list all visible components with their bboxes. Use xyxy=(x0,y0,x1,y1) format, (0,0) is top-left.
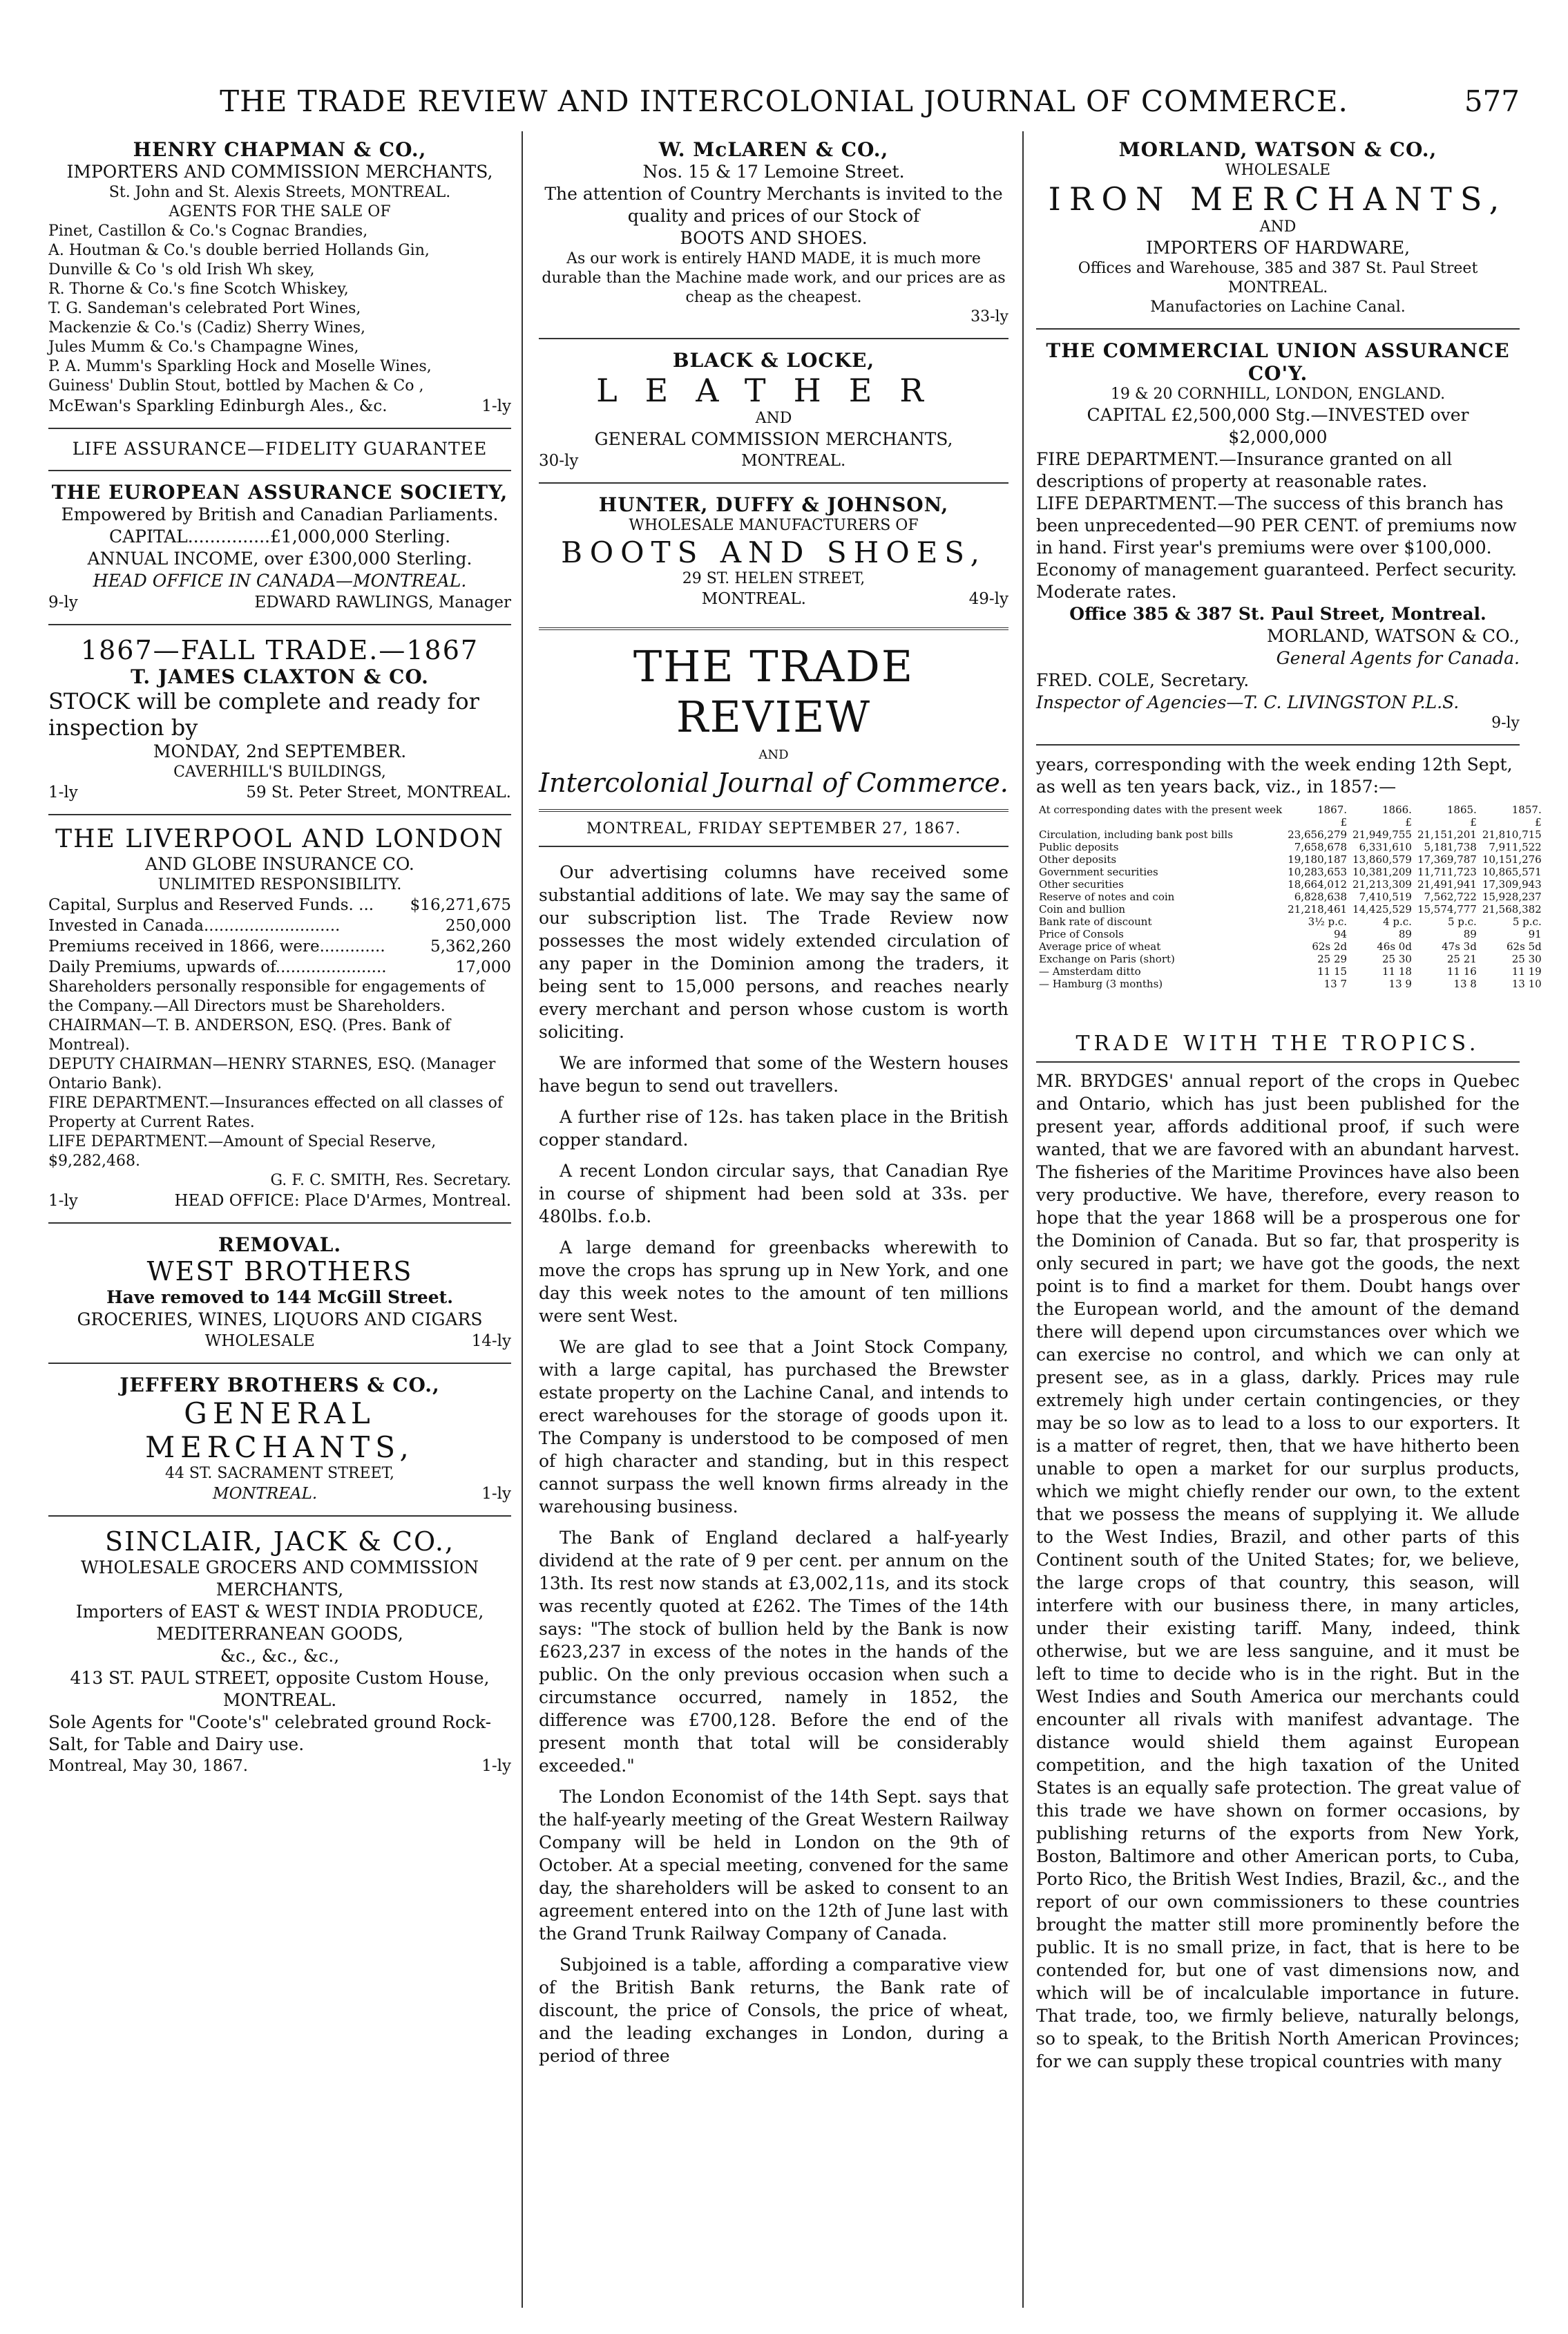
table-cell: 11 15 xyxy=(1317,965,1348,978)
paragraph: Our advertising columns have received some substantial additions of late. We may say the same of our subscription list. The Trade Review now possesses the most widely extended circulation of any paper in the Dominion among the traders, it being sent to 15,000 persons, and reaches nearly every merchant and person whose custom is worth soliciting. xyxy=(539,862,1008,1042)
ad-line: WHOLESALE xyxy=(204,1332,315,1350)
address: 59 St. Peter Street, MONTREAL. xyxy=(246,784,511,801)
ad-removal xyxy=(48,1224,511,1364)
ad-code: 49-ly xyxy=(968,590,1008,608)
table-row xyxy=(1036,940,1545,953)
ad-line: CAPITAL £2,500,000 Stg.—INVESTED over $2,000,000 xyxy=(1087,405,1469,447)
ad-title: WEST BROTHERS xyxy=(146,1256,413,1287)
city: MONTREAL. xyxy=(741,452,846,470)
city: MONTREAL. xyxy=(701,590,806,608)
city: MONTREAL. xyxy=(222,1690,337,1710)
table-cell: £ xyxy=(1470,816,1477,828)
column-left xyxy=(48,138,511,2308)
table-cell: 21,213,309 xyxy=(1352,878,1412,891)
ad-title: THE LIVERPOOL AND LONDON xyxy=(55,825,504,853)
city: MONTREAL. xyxy=(1227,279,1328,296)
table-cell: 21,218,461 xyxy=(1288,903,1348,915)
masthead-and: AND xyxy=(758,748,789,762)
table-cell: 11 18 xyxy=(1381,965,1412,978)
table-cell: 5,181,738 xyxy=(1424,841,1477,853)
ad-line: WHOLESALE GROCERS AND COMMISSION MERCHANTS, xyxy=(80,1557,479,1600)
list-item: Dunville & Co 's old Irish Wh skey, xyxy=(48,261,315,278)
ad-line: CAVERHILL'S BUILDINGS, xyxy=(173,763,386,781)
row-label: Capital, Surplus and Reserved Funds. ... xyxy=(48,896,374,914)
city: MONTREAL. xyxy=(213,1485,318,1503)
table-cell: 10,283,653 xyxy=(1288,866,1348,878)
ad-code: 1-ly xyxy=(48,1192,78,1210)
page-header xyxy=(48,84,1520,126)
ad-line: MONDAY, 2nd SEPTEMBER. xyxy=(153,741,407,761)
ad-jeffery xyxy=(48,1364,511,1517)
bank-returns xyxy=(1036,746,1542,990)
ad-code: 9-ly xyxy=(48,594,78,611)
table-header: At corresponding dates with the present week xyxy=(1039,804,1283,816)
table-cell: Coin and bullion xyxy=(1039,903,1126,915)
row-value: 5,362,260 xyxy=(430,938,511,956)
ad-line: St. John and St. Alexis Streets, MONTREAL. xyxy=(108,184,451,201)
table-cell: £ xyxy=(1340,816,1348,828)
table-cell: 94 xyxy=(1333,928,1348,940)
ad-european xyxy=(48,471,511,625)
table-cell: Other deposits xyxy=(1039,853,1117,866)
table-cell: 4 p.c. xyxy=(1383,915,1412,928)
ad-line: BOOTS AND SHOES. xyxy=(680,228,868,248)
table-cell: 11 19 xyxy=(1511,965,1542,978)
row-label: Daily Premiums, upwards of...................... xyxy=(48,958,387,976)
table-cell: 21,568,382 xyxy=(1482,903,1542,915)
ad-code: 30-ly xyxy=(539,452,579,470)
ad-line: GROCERIES, WINES, LIQUORS AND CIGARS xyxy=(77,1309,483,1329)
table-cell: 6,331,610 xyxy=(1359,841,1412,853)
ad-code: 1-ly xyxy=(481,397,511,415)
table-cell: 13 8 xyxy=(1453,978,1477,990)
table-cell: 7,562,722 xyxy=(1424,891,1477,903)
ad-line: DEPUTY CHAIRMAN—HENRY STARNES, ESQ. (Manager Ontario Bank). xyxy=(48,1056,496,1092)
ad-line: FIRE DEPARTMENT.—Insurance granted on all descriptions of property at reasonable rates. xyxy=(1036,449,1453,491)
ad-line: Manufactories on Lachine Canal. xyxy=(1150,298,1406,316)
ad-line: LIFE DEPARTMENT.—The success of this branch has been unprecedented—90 PER CENT. of premiums now in hand. First year's premiums were over $100,000. Economy of management guaranteed. Perfect security. Moderate rates. xyxy=(1036,493,1517,602)
ad-title: MORLAND, WATSON & CO., xyxy=(1118,138,1437,161)
table-cell: 17,369,787 xyxy=(1417,853,1477,866)
ad-fall-trade xyxy=(48,625,511,815)
table-cell: 15,574,777 xyxy=(1417,903,1477,915)
paragraph: The Bank of England declared a half-yearly dividend at the rate of 9 per cent. per annum on the 13th. Its rest now stands at £3,002,11s, and its stock was recently quoted at £262. The Times of the 14th says: "The stock of bullion held by the Bank is now £623,237 in excess of the notes in the hands of the public. On the only previous occasion when such a circumstance occurred, namely in 1852, the difference was £700,128. Before the end of the present month that total will be considerably exceeded." xyxy=(539,1528,1008,1776)
table-cell: 5 p.c. xyxy=(1512,915,1542,928)
address: 29 ST. HELEN STREET, xyxy=(682,570,866,587)
ad-liverpool xyxy=(48,815,511,1224)
table-cell: 21,151,201 xyxy=(1417,828,1477,841)
table-cell: Other securities xyxy=(1039,878,1124,891)
ad-line: Empowered by British and Canadian Parliaments. xyxy=(61,504,499,524)
table-row xyxy=(1036,978,1545,990)
ad-line: UNLIMITED RESPONSIBILITY. xyxy=(157,876,402,893)
table-row xyxy=(1036,866,1545,878)
ad-line: Inspector of Agencies—T. C. LIVINGSTON P.L.S. xyxy=(1036,692,1460,712)
dateline: MONTREAL, FRIDAY SEPTEMBER 27, 1867. xyxy=(539,812,1008,847)
ad-code: 14-ly xyxy=(471,1332,511,1350)
ad-line: FRED. COLE, Secretary. xyxy=(1036,670,1250,690)
table-row xyxy=(1036,903,1545,915)
table-cell: 10,865,571 xyxy=(1482,866,1542,878)
table-cell: — Amsterdam ditto xyxy=(1039,965,1141,978)
table-cell: 7,658,678 xyxy=(1294,841,1348,853)
table-cell: 7,911,522 xyxy=(1489,841,1542,853)
table-cell: 6,828,638 xyxy=(1294,891,1348,903)
table-units-row xyxy=(1036,816,1545,828)
ad-line: LIFE DEPARTMENT.—Amount of Special Reserve, $9,282,468. xyxy=(48,1133,437,1170)
table-cell: 11,711,723 xyxy=(1417,866,1477,878)
row-value: 250,000 xyxy=(445,917,511,935)
table-cell: — Hamburg (3 months) xyxy=(1039,978,1163,990)
table-cell: Price of Consols xyxy=(1039,928,1124,940)
section-heading-life xyxy=(48,429,511,471)
address: 19 & 20 CORNHILL, LONDON, ENGLAND. xyxy=(1110,386,1446,403)
table-cell: 62s 5d xyxy=(1507,940,1542,953)
ad-line: Have removed to 144 McGill Street. xyxy=(106,1287,453,1307)
table-cell: 21,491,941 xyxy=(1417,878,1477,891)
ad-line: HEAD OFFICE IN CANADA—MONTREAL. xyxy=(93,571,467,591)
ad-line: AND GLOBE INSURANCE CO. xyxy=(145,854,414,874)
table-row xyxy=(1036,891,1545,903)
ad-line: As our work is entirely HAND MADE, it is much more durable than the Machine made work, and our prices are as cheap as the cheapest. xyxy=(542,250,1006,306)
list-item: R. Thorne & Co.'s fine Scotch Whiskey, xyxy=(48,281,349,298)
address: Nos. 15 & 17 Lemoine Street. xyxy=(642,162,905,182)
ad-line: STOCK will be complete and ready for inspection by xyxy=(48,688,479,741)
bank-returns-table xyxy=(1036,804,1545,990)
paragraph: years, corresponding with the week ending 12th Sept, as well as ten years back, viz., in 1857:— xyxy=(1036,755,1513,797)
ad-title: LEATHER xyxy=(596,372,951,409)
paragraph: A recent London circular says, that Canadian Rye in course of shipment had been sold at 33s. per 480lbs. f.o.b. xyxy=(539,1161,1008,1226)
ad-title: W. McLAREN & CO., xyxy=(658,138,889,161)
masthead xyxy=(539,627,1008,812)
ad-sinclair xyxy=(48,1517,511,1787)
table-cell: 10,381,209 xyxy=(1352,866,1412,878)
page-number: 577 xyxy=(1464,84,1520,118)
list-item: McEwan's Sparkling Edinburgh Ales., &c. xyxy=(48,397,388,415)
table-cell: 17,309,943 xyxy=(1482,878,1542,891)
ad-code: 1-ly xyxy=(48,784,78,801)
column-rule xyxy=(522,131,523,2308)
capital-label: CAPITAL......... xyxy=(108,526,238,547)
table-cell: 13,860,579 xyxy=(1352,853,1412,866)
table-row xyxy=(1036,915,1545,928)
table-cell: 89 xyxy=(1398,928,1412,940)
masthead-subtitle: Intercolonial Journal of Commerce. xyxy=(539,768,1008,798)
ad-line: GENERAL COMMISSION MERCHANTS, xyxy=(594,429,953,449)
table-cell: 23,656,279 xyxy=(1288,828,1348,841)
list-item: T. G. Sandeman's celebrated Port Wines, xyxy=(48,300,361,317)
table-header: 1857. xyxy=(1511,804,1542,816)
paragraph: We are glad to see that a Joint Stock Company, with a large capital, has purchased the Brewster estate property on the Lachine Canal, and intends to erect warehouses for the storage of goods upon it. The Company is understood to be composed of men of high character and standing, but in this respect cannot surpass the well known firms already in the warehousing business. xyxy=(539,1337,1008,1517)
ad-line: AND xyxy=(755,410,792,427)
page-title: THE TRADE REVIEW AND INTERCOLONIAL JOURNAL OF COMMERCE. xyxy=(220,84,1348,118)
table-header: 1867. xyxy=(1317,804,1348,816)
ad-code: 1-ly xyxy=(481,1757,511,1775)
ad-line: AGENTS FOR THE SALE OF xyxy=(169,203,391,220)
table-cell: 13 9 xyxy=(1388,978,1412,990)
table-row xyxy=(1036,928,1545,940)
list-item: A. Houtman & Co.'s double berried Hollands Gin, xyxy=(48,242,430,259)
table-cell: £ xyxy=(1405,816,1412,828)
table-cell: 25 21 xyxy=(1446,953,1477,965)
table-cell: Exchange on Paris (short) xyxy=(1039,953,1175,965)
table-row xyxy=(1036,853,1545,866)
paragraph: The London Economist of the 14th Sept. says that the half-yearly meeting of the Great Western Railway Company will be held in London on the 9th of October. At a special meeting, convened for the same day, the shareholders will be asked to consent to an agreement entered into on the 12th of June last with the Grand Trunk Railway Company of Canada. xyxy=(539,1787,1008,1944)
table-row xyxy=(1036,841,1545,853)
ad-title: T. JAMES CLAXTON & CO. xyxy=(131,665,429,688)
ad-line: IMPORTERS AND COMMISSION MERCHANTS, xyxy=(66,162,493,182)
table-cell: 13 7 xyxy=(1323,978,1348,990)
ad-line: Office 385 & 387 St. Paul Street, Montreal. xyxy=(1069,604,1486,624)
ad-line: MORLAND, WATSON & CO., xyxy=(1266,626,1520,646)
list-item: Guiness' Dublin Stout, bottled by Machen & Co , xyxy=(48,377,424,395)
column-rule xyxy=(1022,131,1024,2308)
ad-commercial-union xyxy=(1036,330,1520,746)
row-label: Invested in Canada........................... xyxy=(48,917,341,935)
table-body xyxy=(1036,828,1545,990)
table-cell: Reserve of notes and coin xyxy=(1039,891,1175,903)
table-row xyxy=(1036,878,1545,891)
ad-title: GENERAL MERCHANTS, xyxy=(145,1396,414,1464)
table-cell: 89 xyxy=(1463,928,1477,940)
ad-title: HUNTER, DUFFY & JOHNSON, xyxy=(598,493,949,516)
ad-line: IMPORTERS OF HARDWARE, xyxy=(1145,238,1411,258)
list-item: Pinet, Castillon & Co.'s Cognac Brandies, xyxy=(48,222,368,240)
ad-line: MEDITERRANEAN GOODS, xyxy=(156,1624,403,1644)
table-cell: 47s 3d xyxy=(1442,940,1477,953)
ad-hunter xyxy=(539,484,1008,620)
article-title: TRADE WITH THE TROPICS. xyxy=(1036,1032,1520,1063)
ad-title: IRON MERCHANTS, xyxy=(1048,180,1508,218)
paragraph: We are informed that some of the Western houses have begun to send out travellers. xyxy=(539,1053,1008,1096)
table-row xyxy=(1036,965,1545,978)
ad-line: WHOLESALE MANUFACTURERS OF xyxy=(629,517,919,534)
ad-line: CHAIRMAN—T. B. ANDERSON, ESQ. (Pres. Bank of Montreal). xyxy=(48,1017,451,1054)
table-cell: Bank rate of discount xyxy=(1039,915,1152,928)
list-item: P. A. Mumm's Sparkling Hock and Moselle Wines, xyxy=(48,358,432,375)
ad-line: &c., &c., &c., xyxy=(220,1646,340,1666)
ad-date: Montreal, May 30, 1867. xyxy=(48,1757,249,1775)
ad-line: Sole Agents for "Coote's" celebrated ground Rock-Salt, for Table and Dairy use. xyxy=(48,1712,492,1754)
table-cell: 18,664,012 xyxy=(1288,878,1348,891)
row-label: Premiums received in 1866, were............. xyxy=(48,938,385,956)
address: HEAD OFFICE: Place D'Armes, Montreal. xyxy=(174,1192,511,1210)
ad-code: 33-ly xyxy=(971,308,1008,325)
row-value: $16,271,675 xyxy=(410,896,511,914)
ad-line: AND xyxy=(1259,218,1297,236)
ad-line: General Agents for Canada. xyxy=(1276,648,1520,668)
paragraph: MR. BRYDGES' annual report of the crops in Quebec and Ontario, which has just been published for the present year, affords additional proof, if such were wanted, that we are favored with an abundant harvest. The fisheries of the Maritime Provinces have also been very productive. We have, therefore, every reason to hope that the year 1868 will be a prosperous one for the Dominion of Canada. But so far, that prosperity is only secured in part; we have got the goods, the next point is to find a market for them. Doubt hangs over the European world, and the amount of the demand there will depend upon circumstances over which we can exercise no control, and which we can only at present see, as in a glass, darkly. Prices may rule extremely high under certain contingencies, or they may be so low as to lead to a loss to our exporters. It is a matter of regret, then, that we have hitherto been unable to open a market for our surplus products, which we might chiefly render our own, to the extent that we possess the means of supplying it. We allude to the West Indies, Brazil, and other parts of this Continent south of the United States; for, we believe, the large crops of that country, this season, will interfere with our business there, in many articles, under their existing tariff. Many, indeed, think otherwise, but we are less sanguine, and it must be left to time to decide who is in the right. But in the West Indies and South America our merchants could encounter all rivals with manifest advantage. The distance would shield them against European competition, and the high taxation of the United States is an equally safe protection. The great value of this trade we have shown on former occasions, by publishing returns of the exports from New York, Boston, Baltimore and other American ports, to Cuba, Porto Rico, the British West Indies, Brazil, &c., and the report of our own commissioners to these countries brought the matter still more prominently before the public. It is no small prize, in fact, that is here to be contended for, but one of vast dimensions now, and which will be of incalculable importance in future. That trade, too, we firmly believe, naturally belongs, so to speak, to the British North American Provinces; for we can supply these tropical countries with many xyxy=(1036,1071,1520,2071)
address: 44 ST. SACRAMENT STREET, xyxy=(164,1465,395,1482)
article-tropics xyxy=(1036,990,1520,2073)
ad-line: Importers of EAST & WEST INDIA PRODUCE, xyxy=(75,1602,484,1622)
manager: EDWARD RAWLINGS, Manager xyxy=(254,594,511,611)
table-cell: Average price of wheat xyxy=(1039,940,1161,953)
masthead-title: THE TRADE REVIEW xyxy=(633,641,915,742)
paragraph: A large demand for greenbacks wherewith to move the crops has sprung up in New York, and one day this week notes to the amount of ten millions were sent West. xyxy=(539,1237,1008,1326)
ad-line: ANNUAL INCOME, over £300,000 Sterling. xyxy=(87,549,472,569)
table-cell: 15,928,237 xyxy=(1482,891,1542,903)
table-cell: 7,410,519 xyxy=(1359,891,1412,903)
ad-line: G. F. C. SMITH, Res. Secretary. xyxy=(270,1172,511,1189)
table-cell: 10,151,276 xyxy=(1482,853,1542,866)
table-cell: Government securities xyxy=(1039,866,1158,878)
table-cell: 91 xyxy=(1528,928,1542,940)
table-cell: 21,810,715 xyxy=(1482,828,1542,841)
ad-mclaren xyxy=(539,138,1008,339)
ad-line: Shareholders personally responsible for engagements of the Company.—All Directors must be Shareholders. xyxy=(48,978,485,1015)
ad-line: WHOLESALE xyxy=(1225,162,1331,179)
address: Offices and Warehouse, 385 and 387 St. Paul Street xyxy=(1078,260,1478,277)
table-cell xyxy=(1036,816,1285,828)
table-cell: 46s 0d xyxy=(1377,940,1412,953)
table-cell: 11 16 xyxy=(1446,965,1477,978)
table-cell: 21,949,755 xyxy=(1352,828,1412,841)
list-item: Mackenzie & Co.'s (Cadiz) Sherry Wines, xyxy=(48,319,365,336)
table-row xyxy=(1036,828,1545,841)
table-header: 1865. xyxy=(1446,804,1477,816)
table-cell: Circulation, including bank post bills xyxy=(1039,828,1233,841)
editorial xyxy=(539,847,1008,2067)
ad-chapman xyxy=(48,138,511,429)
address: 413 ST. PAUL STREET, opposite Custom House, xyxy=(70,1668,490,1688)
ad-title: JEFFERY BROTHERS & CO., xyxy=(119,1374,440,1396)
table-header: 1866. xyxy=(1381,804,1412,816)
ad-title: THE EUROPEAN ASSURANCE SOCIETY, xyxy=(51,481,508,504)
paragraph: Subjoined is a table, affording a comparative view of the British Bank returns, the Bank rate of discount, the price of Consols, the price of wheat, and the leading exchanges in London, during a period of three xyxy=(539,1955,1008,2066)
table-header-row xyxy=(1036,804,1545,816)
list-item: Jules Mumm & Co.'s Champagne Wines, xyxy=(48,339,359,356)
table-cell: Public deposits xyxy=(1039,841,1119,853)
table-row xyxy=(1036,953,1545,965)
table-cell: 13 10 xyxy=(1511,978,1542,990)
ad-morland xyxy=(1036,138,1520,330)
ad-line: The attention of Country Merchants is invited to the quality and prices of our Stock of xyxy=(544,184,1003,226)
table-cell: 62s 2d xyxy=(1312,940,1348,953)
ad-code: 1-ly xyxy=(481,1485,511,1503)
ad-title: BOOTS AND SHOES, xyxy=(561,535,986,569)
ad-title: BLACK & LOCKE, xyxy=(672,349,875,372)
table-cell: 5 p.c. xyxy=(1447,915,1477,928)
paragraph: A further rise of 12s. has taken place in the British copper standard. xyxy=(539,1107,1008,1150)
table-cell: 19,180,187 xyxy=(1288,853,1348,866)
ad-title: THE COMMERCIAL UNION ASSURANCE CO'Y. xyxy=(1046,339,1510,385)
column-right xyxy=(1036,138,1542,2308)
row-value: 17,000 xyxy=(455,958,511,976)
ad-title: HENRY CHAPMAN & CO., xyxy=(133,138,427,161)
table-cell: £ xyxy=(1535,816,1542,828)
ad-title: 1867—FALL TRADE.—1867 xyxy=(80,635,479,665)
ad-code: 9-ly xyxy=(1491,714,1520,732)
table-cell: 25 30 xyxy=(1381,953,1412,965)
capital-value: ......£1,000,000 Sterling. xyxy=(237,526,451,547)
table-cell: 3½ p.c. xyxy=(1308,915,1348,928)
column-middle xyxy=(539,138,1008,2308)
ad-title: SINCLAIR, JACK & CO., xyxy=(104,1526,455,1557)
ad-title: REMOVAL. xyxy=(218,1233,342,1256)
table-cell: 14,425,529 xyxy=(1352,903,1412,915)
ad-line: FIRE DEPARTMENT.—Insurances effected on all classes of Property at Current Rates. xyxy=(48,1094,504,1131)
section-heading: LIFE ASSURANCE—FIDELITY GUARANTEE xyxy=(72,439,488,459)
ad-black-locke xyxy=(539,339,1008,484)
table-cell: 25 30 xyxy=(1511,953,1542,965)
table-cell: 25 29 xyxy=(1317,953,1348,965)
